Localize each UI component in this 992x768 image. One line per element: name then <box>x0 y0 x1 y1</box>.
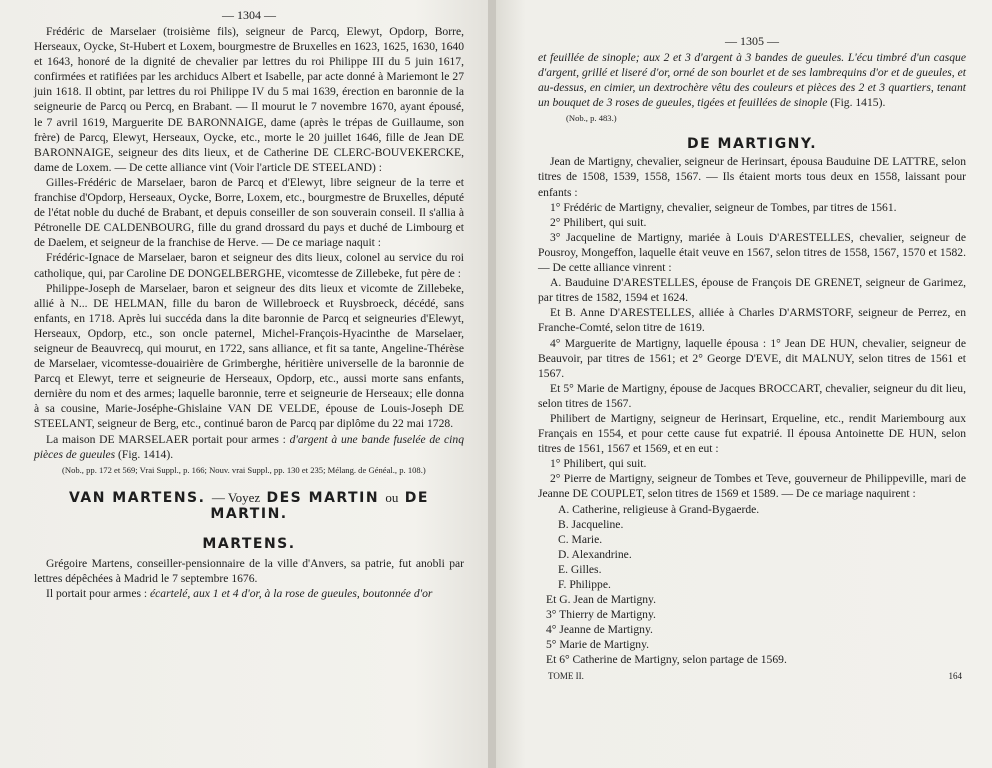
marselaer-references: (Nob., pp. 172 et 569; Vrai Suppl., p. 166; Nouv. vrai Suppl., pp. 130 et 235; Mélang. de Généal., p. 108.) <box>62 464 426 475</box>
list-item: Et G. Jean de Martigny. <box>546 593 657 607</box>
continued-arms-figure: (Fig. 1415). <box>830 96 886 110</box>
page-footer <box>538 670 966 682</box>
heading-van-martens <box>34 490 464 522</box>
right-page-content <box>538 0 966 682</box>
paragraph-gilles-frederic: Gilles-Frédéric de Marselaer, baron de Parcq et d'Elewyt, libre seigneur de la terre et franchise d'Opdorp, Herseaux, Oycke, Borre, Loxem, etc., bourgmestre de Bruxelles, député de l'état noble du duché de Brabant, et depuis conseiller de son souverain conseil. Il s'allia à Pétronelle DE CALDENBOURG, fille du grand drossard du pays et duché de Limbourg et de Daelem, et seigneur de la franchise de Herve. — De ce mariage naquit : <box>34 175 464 250</box>
list-item: Et 6° Catherine de Martigny, selon partage de 1569. <box>546 653 787 667</box>
book-gutter <box>488 0 496 768</box>
paragraph-martens: Grégoire Martens, conseiller-pensionnaire de la ville d'Anvers, sa patrie, fut anobli par lettres dépêchées à Madrid le 7 septembre 1676. <box>34 556 464 585</box>
nob-reference: (Nob., p. 483.) <box>566 113 617 124</box>
list-item: C. Marie. <box>558 532 603 546</box>
martens-arms-blazon: écartelé, aux 1 et 4 d'or, à la rose de gueules, boutonnée d'or <box>150 586 433 600</box>
paragraph-philibert: Philibert de Martigny, seigneur de Herinsart, Erqueline, etc., rendit Mariembourg aux Français en 1554, et pour cette cause fut expatrié. Il épousa Antoinette DE HUN, selon titres de 1561, 1567 et 1569, et en eut : <box>538 411 966 456</box>
footer-signature: 164 <box>948 670 962 681</box>
list-item: 4° Jeanne de Martigny. <box>546 623 653 637</box>
arms-figure: (Fig. 1414). <box>118 447 174 461</box>
paragraph-marselaer-arms <box>34 432 464 462</box>
paragraph-frederic: Frédéric de Marselaer (troisième fils), seigneur de Parcq, Elewyt, Opdorp, Borre, Herseaux, Oycke, St-Hubert et Loxem, bourgmestre de Bruxelles en 1623, 1625, 1630, 1640 et 1643, honoré de la dignité de chevalier par lettres du roi Philippe III du 5 juin 1617, confirmées et ratifiées par les archiducs Albert et Isabelle, par acte donné à Mariemont le 27 juin 1618. Il obtint, par lettres du roi Philippe IV du 5 mai 1639, érection en baronnie de la seigneurie de Parcq ou Percq, en Brabant. — Il mourut le 7 novembre 1670, ayant épousé, le 7 avril 1619, Marguerite DE BARONNAIGE, dame (après le trépas de Guillaume, son frère) de Parcq, Elewyt, Herseaux, Oycke, etc., morte le 20 juillet 1646, fille de Jean DE BARONNAIGE, seigneur des dits lieux, et de Catherine DE CLERC-BOUVEKERCKE, dame de Loxem. — De cette alliance vint (Voir l'article DE STEELAND) : <box>34 25 464 174</box>
list-item: B. Jacqueline. <box>558 517 624 531</box>
heading-van-martens-or: ou <box>385 489 399 505</box>
paragraph-item-5: Et 5° Marie de Martigny, épouse de Jacques BROCCART, chevalier, seigneur du dit lieu, selon titres de 1567. <box>538 381 966 410</box>
footer-volume: TOME II. <box>548 670 584 681</box>
list-item: F. Philippe. <box>558 578 611 591</box>
arms-blazon: d'argent à une bande fuselée de cinq pièces de gueules <box>34 432 464 461</box>
left-page-content <box>34 0 464 601</box>
paragraph-philippe-joseph: Philippe-Joseph de Marselaer, baron et seigneur des dits lieux et vicomte de Zillebeke, allié à N... DE HELMAN, fille du baron de Willebroeck et Ruysbroeck, décédé, sans enfants, en 1718. Après lui succéda dans la dite baronnie de Parcq et seigneuries d'Elewyt, Herseaux, Opdorp, etc., son oncle paternel, Michel-François-Hyacinthe de Marselaer, seigneur de Beauvrecq, qui mourut, en 1722, sans alliance, et fit sa tante, Angeline-Thérèse de Marselaer, vicomtesse-douairière de Grimberghe, héritière universelle de la baronnie de Parcq et Elewyt, terre et seigneurie de Herseaux, Opdorp, etc., aussi morte sans enfants, dernière du nom et des armes; laquelle baronnie, terre et seigneurie de Herseaux; elle donna à sa cousine, Marie-Joséphe-Ghislaine VAN DE VELDE, épouse de Louis-Joseph DE STEELANT, seigneur de Berg, etc., continué baron de Parcq par diplôme du 22 mai 1728. <box>34 281 464 431</box>
paragraph-frederic-ignace: Frédéric-Ignace de Marselaer, baron et seigneur des dits lieux, colonel au service du roi catholique, qui, par Caroline DE DONGELBERGHE, vicomtesse de Zillebeke, fut père de : <box>34 251 464 280</box>
left-page <box>0 0 488 768</box>
paragraph-jean: Jean de Martigny, chevalier, seigneur de Herinsart, épousa Bauduine DE LATTRE, selon titres de 1508, 1539, 1558, 1567. — Ils étaient morts tous deux en 1558, laissant pour enfants : <box>538 155 966 199</box>
heading-van-martens-dash: — Voyez <box>211 489 261 505</box>
paragraph-item-b: Et B. Anne D'ARESTELLES, alliée à Charles D'ARMSTORF, seigneur de Perrez, en Franche-Comté, selon titre de 1619. <box>538 306 966 335</box>
heading-van-martens-main: VAN MARTENS. <box>69 489 206 506</box>
paragraph-continued-arms <box>538 50 966 110</box>
right-page <box>496 0 992 768</box>
left-page-number: — 1304 — <box>222 8 276 22</box>
paragraph-pierre: 2° Pierre de Martigny, seigneur de Tombes et Teve, gouverneur de Philippeville, mari de Jeanne DE COUPLET, selon titres de 1569 et 1589. — De ce mariage naquirent : <box>538 472 966 501</box>
paragraph-item-3: 3° Jacqueline de Martigny, mariée à Louis D'ARESTELLES, chevalier, seigneur de Pousroy, Mongeffon, laquelle était veuve en 1567, selon titres de 1558, 1567, 1570 et 1582. — De cette alliance vinrent : <box>538 230 966 275</box>
right-page-number: — 1305 — <box>725 34 779 48</box>
paragraph-martens-arms <box>34 586 464 601</box>
paragraph-philibert-1: 1° Philibert, qui suit. <box>550 457 647 471</box>
heading-martens: MARTENS. <box>202 535 296 552</box>
list-item: E. Gilles. <box>558 562 602 576</box>
heading-van-martens-target2: DE MARTIN. <box>210 489 429 522</box>
heading-de-martigny: DE MARTIGNY. <box>686 136 818 153</box>
list-item: 3° Thierry de Martigny. <box>546 608 656 622</box>
heading-van-martens-target1: DES MARTIN <box>266 489 380 506</box>
paragraph-item-a: A. Bauduine D'ARESTELLES, épouse de François DE GRENET, seigneur de Garimez, par titres de 1582, 1594 et 1624. <box>538 276 966 305</box>
paragraph-item-4: 4° Marguerite de Martigny, laquelle épousa : 1° Jean DE HUN, chevalier, seigneur de Beauvoir, par titres de 1561; et 2° George D'EVE, dit MALNUY, selon titres de 1561 et 1567. <box>538 336 966 380</box>
list-item: 5° Marie de Martigny. <box>546 638 650 652</box>
list-item: D. Alexandrine. <box>558 547 632 561</box>
continued-arms-blazon: et feuillée de sinople; aux 2 et 3 d'argent à 3 bandes de gueules. L'écu timbré d'un casque d'argent, grillé et liseré d'or, orné de son bourlet et de ses lambrequins d'or et de gueules, et au-dessus, en cimier, un dextrochère vêtu des couleurs et pièces des 2 et 3 quartiers, tenant un bouquet de 3 roses de gueules, tigées et feuillées de sinople <box>538 51 966 110</box>
paragraph-item-1: 1° Frédéric de Martigny, chevalier, seigneur de Tombes, par titres de 1561. <box>550 200 897 214</box>
paragraph-item-2: 2° Philibert, qui suit. <box>550 215 647 229</box>
arms-prefix: La maison DE MARSELAER portait pour armes : <box>46 432 286 446</box>
list-item: A. Catherine, religieuse à Grand-Bygaerde. <box>558 502 760 516</box>
martens-arms-prefix: Il portait pour armes : <box>46 586 148 600</box>
